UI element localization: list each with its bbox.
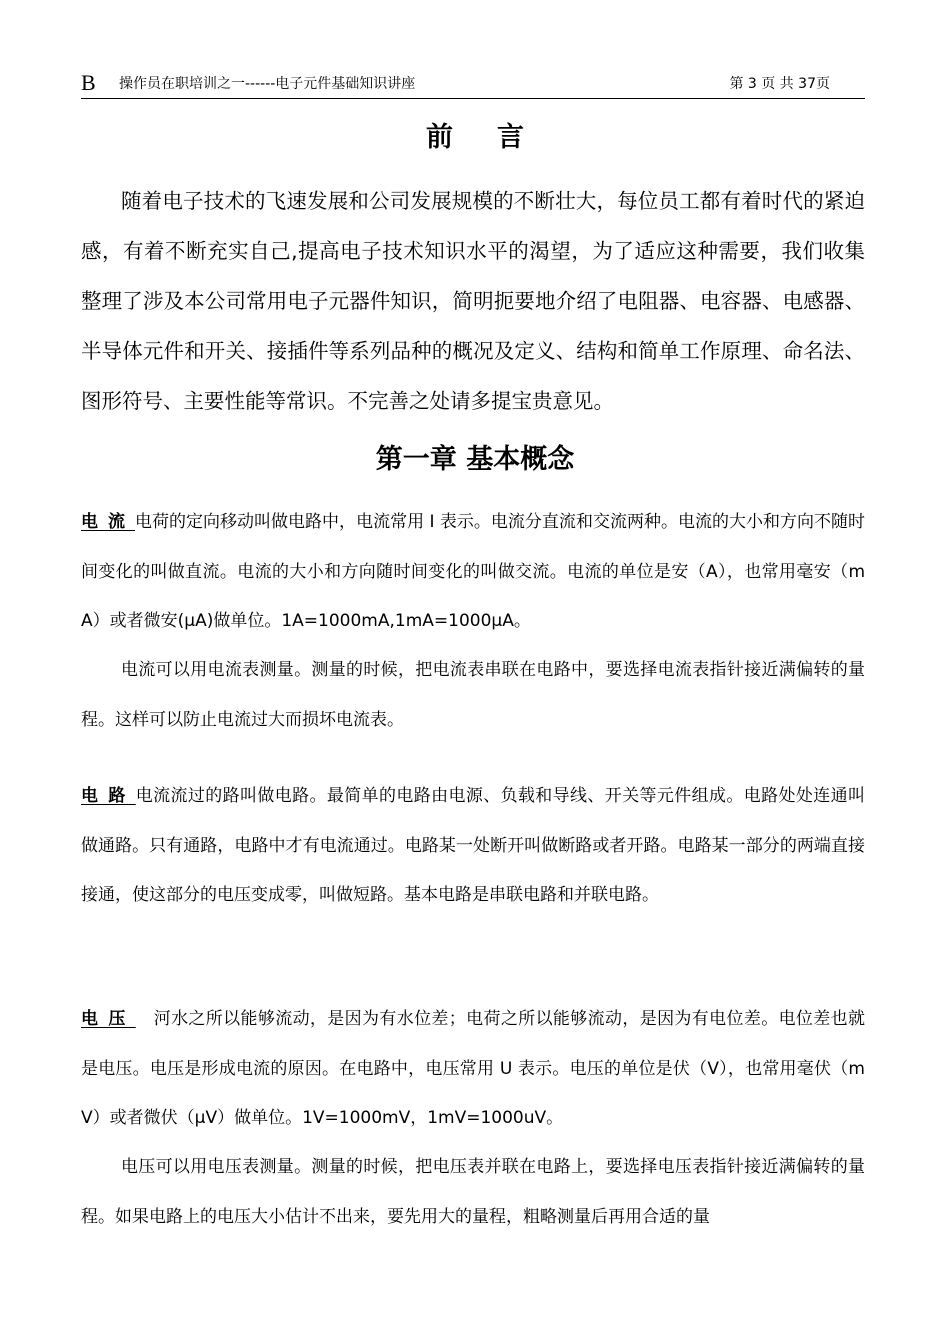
circuit-term: 电路	[81, 786, 136, 806]
header-title: 操作员在职培训之一------电子元件基础知识讲座	[119, 76, 416, 92]
current-paragraph-2: 电流可以用电流表测量。测量的时候，把电流表串联在电路中，要选择电流表指针接近满偏转的量程。这样可以防止电流过大而损坏电流表。	[81, 660, 865, 730]
preface-title: 前言	[426, 122, 568, 153]
chapter-title: 第一章 基本概念	[375, 444, 575, 475]
current-text: 电荷的定向移动叫做电路中，电流常用 I 表示。电流分直流和交流两种。电流的大小和方向不随时间变化的叫做直流。电流的大小和方向随时间变化的叫做交流。电流的单位是安（A），也常用毫安（mA）或者微安(μA)做单位。1A=1000mA,1mA=1000μA。	[81, 512, 865, 631]
preface-body: 随着电子技术的飞速发展和公司发展规模的不断壮大，每位员工都有着时代的紧迫感，有着不断充实自己,提高电子技术知识水平的渴望，为了适应这种需要，我们收集整理了涉及本公司常用电子元器件知识，简明扼要地介绍了电阻器、电容器、电感器、半导体元件和开关、接插件等系列品种的概况及定义、结构和简单工作原理、命名法、图形符号、主要性能等常识。不完善之处请多提宝贵意见。	[81, 189, 865, 413]
voltage-paragraph-2: 电压可以用电压表测量。测量的时候，把电压表并联在电路上，要选择电压表指针接近满偏转的量程。如果电路上的电压大小估计不出来，要先用大的量程，粗略测量后再用合适的量	[81, 1157, 865, 1227]
voltage-paragraph	[81, 995, 865, 1144]
header-page-info: 第 3 页 共 37页	[729, 76, 830, 92]
page-header	[81, 70, 865, 99]
circuit-text: 电流流过的路叫做电路。最简单的电路由电源、负载和导线、开关等元件组成。电路处处连通叫做通路。只有通路，电路中才有电流通过。电路某一处断开叫做断路或者开路。电路某一部分的两端直接接通，使这部分的电压变成零，叫做短路。基本电路是串联电路和并联电路。	[81, 786, 866, 905]
header-mark: B	[81, 70, 96, 95]
circuit-paragraph	[81, 772, 865, 921]
voltage-term: 电压	[81, 1009, 136, 1029]
current-term: 电流	[81, 512, 136, 532]
current-paragraph	[81, 498, 865, 647]
voltage-text: 河水之所以能够流动，是因为有水位差；电荷之所以能够流动，是因为有电位差。电位差也就是电压。电压是形成电流的原因。在电路中，电压常用 U 表示。电压的单位是伏（V），也常用毫伏（mV）或者微伏（μV）做单位。1V=1000mV，1mV=1000uV。	[81, 1009, 866, 1128]
